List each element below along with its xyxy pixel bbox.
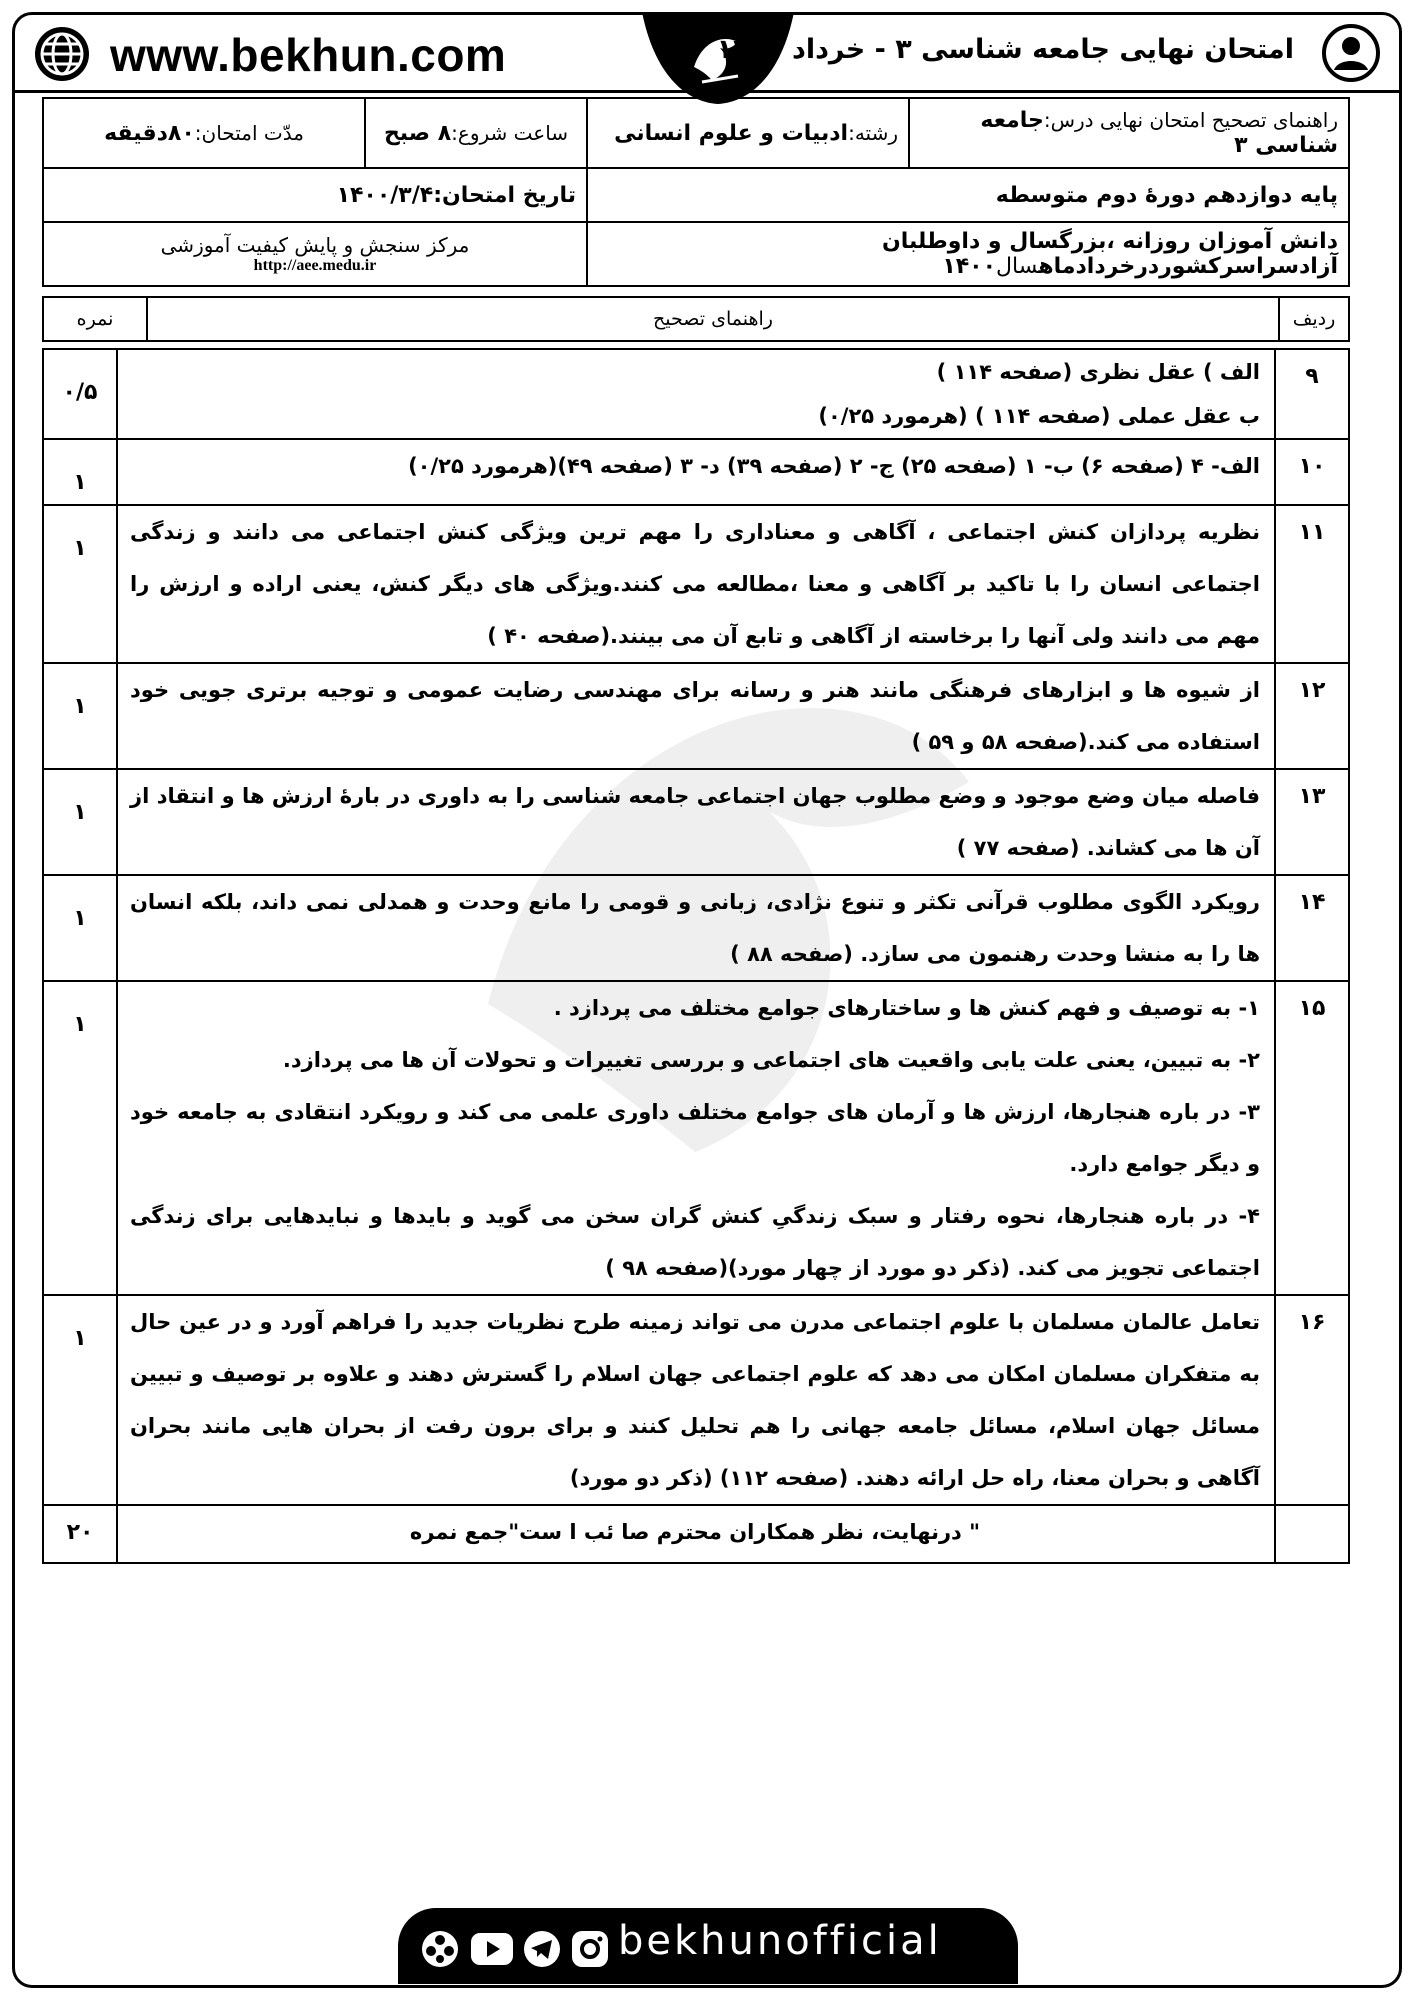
row-number: ۹ bbox=[1275, 349, 1349, 439]
duration-cell: مدّت امتحان:۸۰دقیقه bbox=[43, 98, 365, 168]
answer-text: ۱- به توصیف و فهم کنش ها و ساختارهای جوامع مختلف می پردازد . ۲- به تبیین، یعنی علت یابی واقعیت های اجتماعی و بررسی تغییرات و تحولات آن ها می پردازد. ۳- در باره هنجارها، ارزش ها و آرمان های جوامع مختلف داوری علمی می کند و رویکرد انتقادی به جامعه خود و دیگر جوامع دارد. ۴- در باره هنجارها، نحوه رفتار و سبک زندگیِ کنش گران سخن می گوید و بایدها و نبایدهایی برای زندگی اجتماعی تجویز می کند. (ذکر دو مورد از چهار مورد)(صفحه ۹۸ ) bbox=[117, 981, 1275, 1295]
social-handle[interactable]: bekhunofficial bbox=[618, 1918, 942, 1964]
exam-title: امتحان نهایی جامعه شناسی ۳ - خرداد ۱۴۰۰ bbox=[716, 34, 1294, 65]
row-score: ۰/۵ bbox=[43, 349, 117, 439]
center-url[interactable]: http://aee.medu.ir bbox=[253, 257, 377, 274]
answer-row-11 bbox=[43, 505, 1349, 663]
date-cell: تاریخ امتحان:۱۴۰۰/۳/۴ bbox=[43, 168, 587, 222]
answer-text: تعامل عالمان مسلمان با علوم اجتماعی مدرن می تواند زمینه طرح نظریات جدید را فراهم آورد و در عین حال به متفکران مسلمان امکان می دهد که علوم اجتماعی جهان اسلام را گسترش دهند و علاوه بر توصیف و تبیین مسائل جهان اسلام، مسائل جامعه جهانی را هم تحلیل کنند و برای برون رفت از بحران هایی مانند بحران آگاهی و بحران معنا، راه حل ارائه دهند. (صفحه ۱۱۲) (ذکر دو مورد) bbox=[117, 1295, 1275, 1505]
grade-cell: پایه دوازدهم دورهٔ دوم متوسطه bbox=[587, 168, 1349, 222]
instagram-icon[interactable] bbox=[570, 1929, 610, 1969]
answer-text: فاصله میان وضع موجود و وضع مطلوب جهان اجتماعی جامعه شناسی را به داوری در بارهٔ ارزش ها و انتقاد از آن ها می کشاند. (صفحه ۷۷ ) bbox=[117, 769, 1275, 875]
telegram-icon[interactable] bbox=[522, 1929, 562, 1969]
row-number: ۱۰ bbox=[1275, 439, 1349, 505]
page-header bbox=[12, 12, 1402, 93]
answer-row-12 bbox=[43, 663, 1349, 769]
total-text: " درنهایت، نظر همکاران محترم صا ئب ا ست"جمع نمره bbox=[117, 1505, 1275, 1563]
row-score: ۱ bbox=[43, 769, 117, 875]
answer-row-14 bbox=[43, 875, 1349, 981]
total-empty bbox=[1275, 1505, 1349, 1563]
row-score: ۱ bbox=[43, 505, 117, 663]
social-footer bbox=[398, 1908, 1018, 1984]
row-score: ۱ bbox=[43, 1295, 117, 1505]
answers-table bbox=[42, 348, 1350, 1564]
start-cell: ساعت شروع:۸ صبح bbox=[365, 98, 587, 168]
col-row: ردیف bbox=[1279, 297, 1349, 341]
center-cell: مرکز سنجش و پایش کیفیت آموزشی http://aee.medu.ir bbox=[43, 222, 587, 286]
answer-text: الف ) عقل نظری (صفحه ۱۱۴ ) ب عقل عملی (صفحه ۱۱۴ ) (هرمورد ۰/۲۵) bbox=[117, 349, 1275, 439]
row-number: ۱۳ bbox=[1275, 769, 1349, 875]
answer-text: از شیوه ها و ابزارهای فرهنگی مانند هنر و رسانه برای مهندسی رضایت عمومی و توجیه برتری جویی خود استفاده می کند.(صفحه ۵۸ و ۵۹ ) bbox=[117, 663, 1275, 769]
globe-icon bbox=[32, 24, 92, 84]
row-number: ۱۵ bbox=[1275, 981, 1349, 1295]
col-score: نمره bbox=[43, 297, 147, 341]
total-score: ۲۰ bbox=[43, 1505, 117, 1563]
row-number: ۱۱ bbox=[1275, 505, 1349, 663]
students-cell: دانش آموزان روزانه ،بزرگسال و داوطلبان آزادسراسرکشوردرخردادماهسال۱۴۰۰ bbox=[587, 222, 1349, 286]
course-cell: راهنمای تصحیح امتحان نهایی درس:جامعه شناسی ۳ bbox=[909, 98, 1349, 168]
film-icon[interactable] bbox=[420, 1929, 460, 1969]
row-number: ۱۶ bbox=[1275, 1295, 1349, 1505]
field-cell: رشته:ادبیات و علوم انسانی bbox=[587, 98, 909, 168]
site-url[interactable]: www.bekhun.com bbox=[110, 29, 507, 81]
exam-info-table bbox=[42, 97, 1350, 287]
answer-row-15 bbox=[43, 981, 1349, 1295]
youtube-icon[interactable] bbox=[470, 1929, 514, 1969]
row-number: ۱۲ bbox=[1275, 663, 1349, 769]
col-guide: راهنمای تصحیح bbox=[147, 297, 1279, 341]
answer-row-9 bbox=[43, 349, 1349, 439]
row-score: ۱ bbox=[43, 875, 117, 981]
answer-row-10 bbox=[43, 439, 1349, 505]
column-header bbox=[42, 296, 1350, 342]
answer-text: رویکرد الگوی مطلوب قرآنی تکثر و تنوع نژادی، زبانی و قومی را مانع وحدت و همدلی نمی داند، بلکه انسان ها را به منشا وحدت رهنمون می سازد. (صفحه ۸۸ ) bbox=[117, 875, 1275, 981]
answer-text: نظریه پردازان کنش اجتماعی ، آگاهی و معناداری را مهم ترین ویژگی کنش اجتماعی می دانند و زندگی اجتماعی انسان را با تاکید بر آگاهی و معنا ،مطالعه می کنند.ویژگی های دیگر کنش، یعنی اراده و ارزش را مهم می دانند ولی آنها را برخاسته از آگاهی و تابع آن می بینند.(صفحه ۴۰ ) bbox=[117, 505, 1275, 663]
user-icon bbox=[1320, 22, 1382, 84]
row-score: ۱ bbox=[43, 439, 117, 505]
answer-row-16 bbox=[43, 1295, 1349, 1505]
answer-row-13 bbox=[43, 769, 1349, 875]
row-score: ۱ bbox=[43, 663, 117, 769]
row-number: ۱۴ bbox=[1275, 875, 1349, 981]
answer-text: الف- ۴ (صفحه ۶) ب- ۱ (صفحه ۲۵) ج- ۲ (صفحه ۳۹) د- ۳ (صفحه ۴۹)(هرمورد ۰/۲۵) bbox=[117, 439, 1275, 505]
total-row bbox=[43, 1505, 1349, 1563]
row-score: ۱ bbox=[43, 981, 117, 1295]
